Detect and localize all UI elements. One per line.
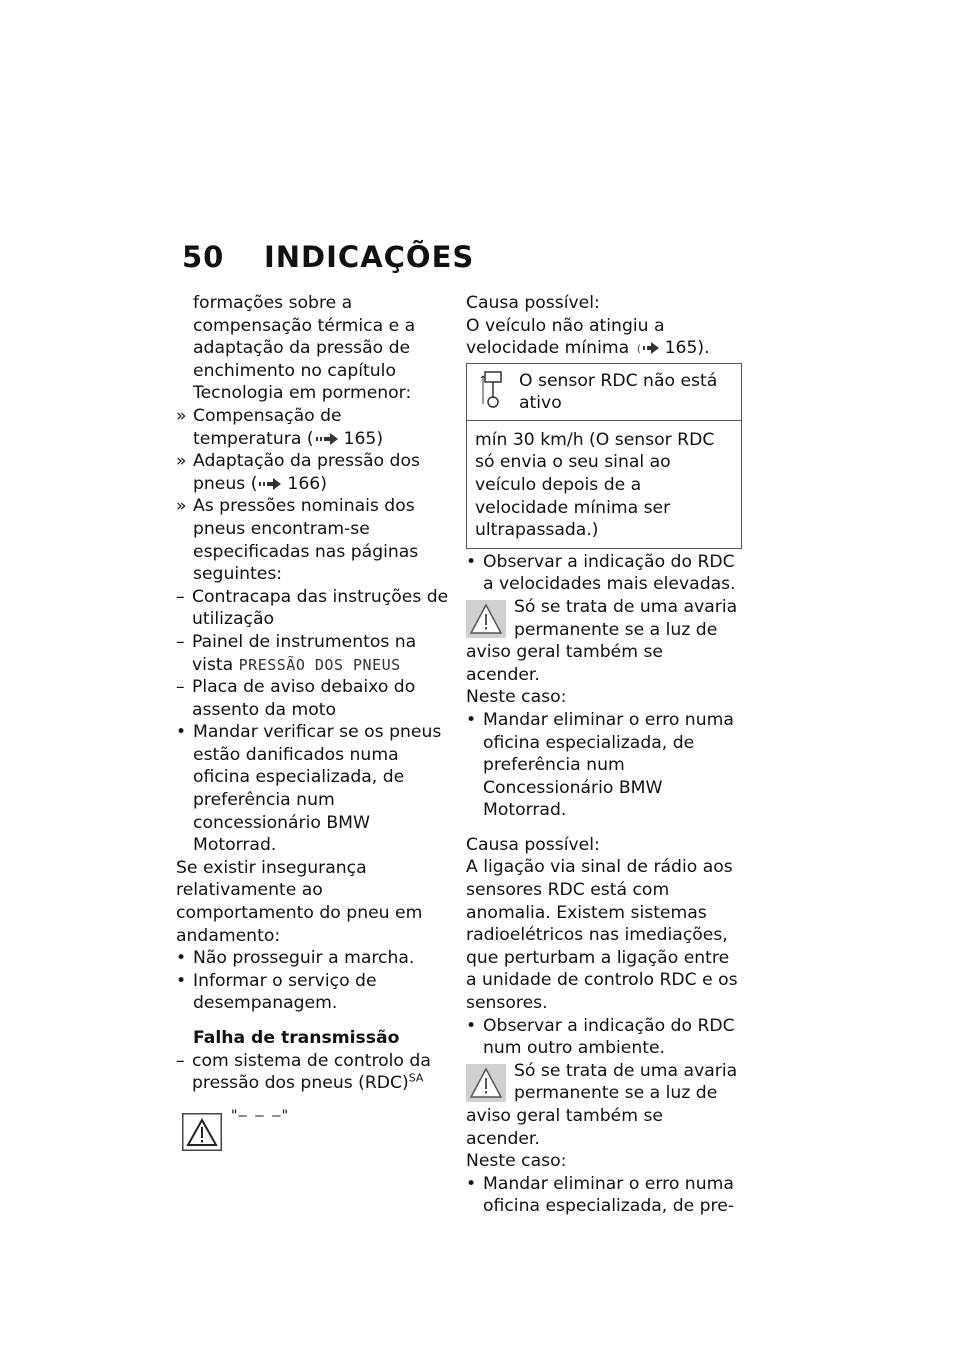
cross-reference-item — [176, 405, 452, 450]
chevron-marker: » — [176, 496, 187, 517]
bullet-marker: • — [466, 709, 477, 730]
bullet-text: Informar o serviço de desempanagem. — [193, 970, 377, 1014]
warning-triangle-icon — [466, 1064, 506, 1102]
bullet-item — [176, 947, 452, 970]
bullet-item — [176, 721, 452, 857]
dash-marker: – — [176, 631, 185, 652]
bullet-item — [466, 551, 742, 596]
dash-item-text: com sistema de controlo da pressão dos pneus (RDC) — [192, 1050, 431, 1094]
bullet-text: Mandar verificar se os pneus estão danificados numa oficina especializada, de preferência num concessionário BMW Motorrad. — [193, 722, 442, 856]
bullet-item — [466, 1015, 742, 1060]
chevron-marker: » — [176, 451, 187, 472]
bullet-marker: • — [466, 551, 477, 572]
dash-list-item — [176, 586, 452, 631]
section-subheading: Falha de transmissão — [193, 1028, 400, 1048]
paragraph: Se existir insegurança relativamente ao comportamento do pneu em andamento: — [176, 857, 423, 946]
reference-text: Adaptação da pressão dos pneus ( — [193, 451, 420, 494]
warning-note — [466, 1060, 742, 1150]
display-value: "– – –" — [230, 1107, 290, 1124]
bullet-text: Observar a indicação do RDC a velocidades mais elevadas. — [483, 551, 736, 595]
bullet-text: Observar a indicação do RDC num outro ambiente. — [483, 1015, 735, 1059]
dash-marker: – — [176, 586, 185, 607]
dash-item-text: Contracapa das instruções de utilização — [192, 586, 449, 630]
dash-marker: – — [176, 677, 185, 698]
reference-text: As pressões nominais dos pneus encontram-se especificadas nas páginas seguintes: — [193, 496, 419, 585]
dash-item-text: Painel de instrumentos na vista — [192, 631, 417, 675]
page-arrow-icon — [259, 478, 283, 490]
neste-caso-label: Neste caso: — [466, 687, 567, 708]
bullet-marker: • — [176, 722, 187, 743]
general-warning-light-icon — [182, 1113, 222, 1151]
display-warning-row — [176, 1105, 452, 1151]
page-arrow-icon — [316, 433, 340, 445]
tire-pressure-sensor-icon — [481, 370, 505, 410]
warning-note — [466, 596, 742, 686]
cross-reference-item — [176, 495, 452, 585]
left-column — [176, 292, 452, 1151]
dash-list-item — [176, 676, 452, 721]
bullet-text: Não prosseguir a marcha. — [193, 948, 415, 969]
page-title: INDICAÇÕES — [264, 240, 475, 274]
cause-label: Causa possível: — [466, 834, 600, 855]
cause-label: Causa possível: — [466, 293, 600, 313]
bullet-text: Mandar eliminar o erro numa oficina especializada, de preferência num Concessionário BMW Motorrad. — [483, 709, 734, 821]
reference-page: 165) — [343, 428, 384, 449]
bullet-item — [466, 709, 742, 822]
svg-text:(: ( — [636, 344, 641, 355]
dash-marker: – — [176, 1050, 185, 1071]
bullet-marker: • — [176, 948, 187, 969]
bullet-text: Mandar eliminar o erro numa oficina especializada, de pre- — [483, 1173, 735, 1217]
right-column — [466, 292, 742, 1218]
bullet-marker: • — [466, 1173, 477, 1194]
intro-paragraph: formações sobre a compensação térmica e a adaptação da pressão de enchimento no capítulo Tecnologia em pormenor: — [193, 293, 416, 404]
reference-text: Compensação de temperatura ( — [193, 405, 342, 449]
dash-item-text: Placa de aviso debaixo do assento da moto — [192, 677, 416, 720]
bullet-item — [466, 1173, 742, 1218]
page-arrow-icon — [637, 342, 661, 354]
cause-text — [466, 315, 742, 360]
rdc-info-box — [466, 363, 742, 549]
reference-page: 165). — [664, 338, 710, 359]
neste-caso-label: Neste caso: — [466, 1151, 567, 1172]
chevron-marker: » — [176, 405, 187, 426]
reference-page: 166) — [287, 473, 327, 494]
bullet-item — [176, 970, 452, 1015]
optional-equipment-superscript: SA — [408, 1071, 424, 1085]
dash-list-item — [176, 631, 452, 676]
page-number: 50 — [182, 240, 225, 274]
cause-description: O veículo não atingiu a velocidade mínima — [466, 315, 665, 359]
rdc-box-body: mín 30 km/h (O sensor RDC só envia o seu sinal ao veículo depois de a velocidade mínima ser ultrapassada.) — [475, 429, 715, 541]
warning-note-text: Só se trata de uma avaria permanente se a luz de aviso geral também se acender. — [466, 596, 738, 685]
bullet-marker: • — [466, 1015, 477, 1036]
bullet-marker: • — [176, 970, 187, 991]
rdc-box-header — [467, 364, 741, 421]
warning-triangle-icon — [466, 600, 506, 638]
cross-reference-item — [176, 450, 452, 495]
warning-note-text: Só se trata de uma avaria permanente se a luz de aviso geral também se acender. — [466, 1060, 738, 1149]
display-text: PRESSÃO DOS PNEUS — [238, 655, 401, 674]
dash-list-item — [176, 1050, 452, 1095]
cause-description: A ligação via sinal de rádio aos sensores RDC está com anomalia. Existem sistemas radioelétricos nas imediações, que perturbam a ligação entre a unidade de controlo RDC e os sensores. — [466, 857, 738, 1014]
rdc-box-title: O sensor RDC não está ativo — [519, 370, 718, 414]
